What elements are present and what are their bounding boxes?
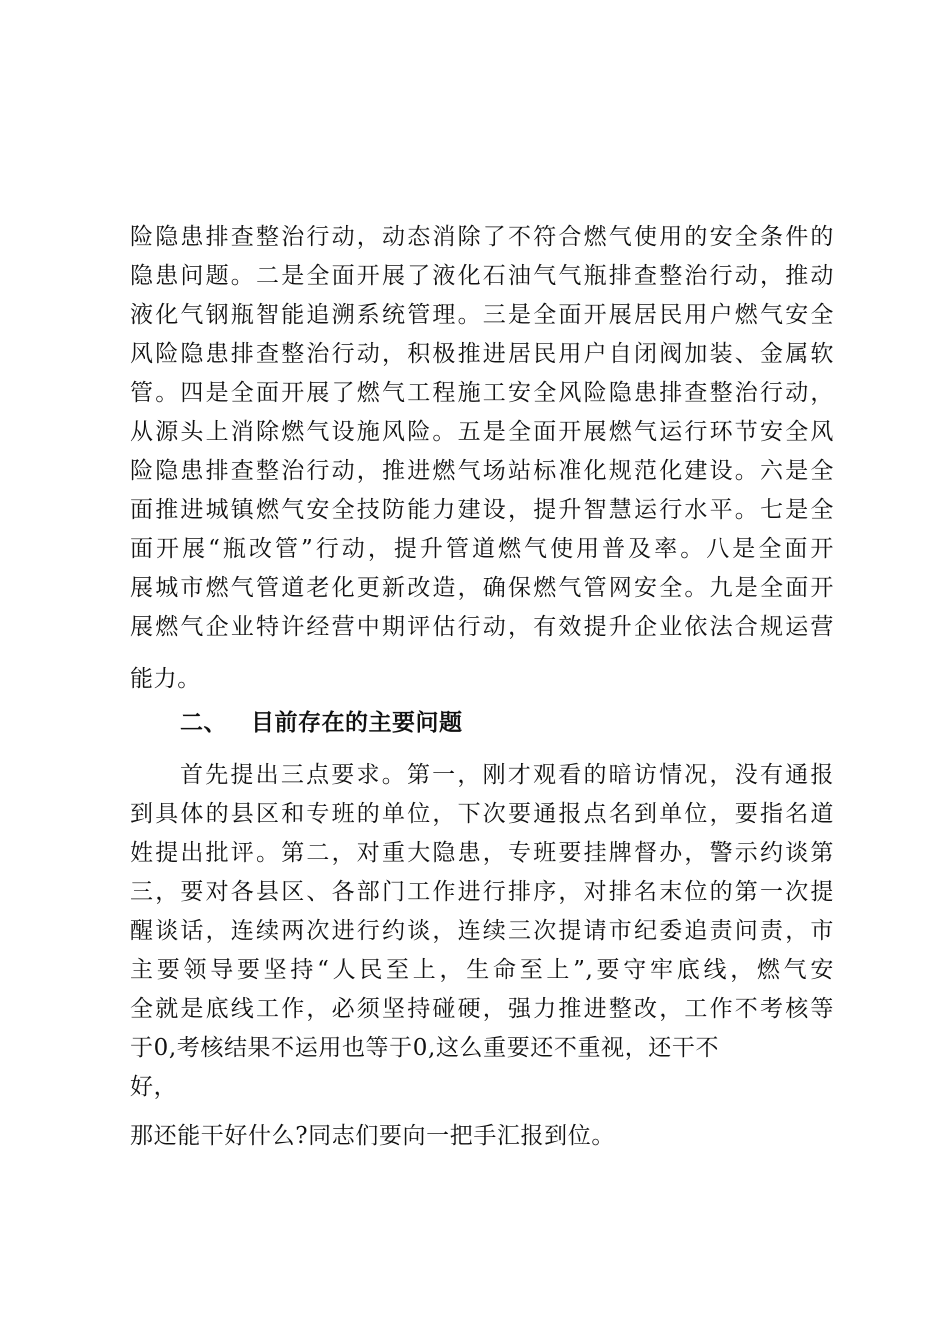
- section-number: 二、: [180, 710, 227, 736]
- section-title: 目前存在的主要问题: [251, 710, 463, 736]
- text-line: 三，要对各县区、各部门工作进行排序，对排名末位的第一次提: [130, 879, 834, 905]
- text-line: 从源头上消除燃气设施风险。五是全面开展燃气运行环节安全风: [130, 419, 834, 445]
- paragraph-closing: [130, 1117, 834, 1156]
- section-heading: [180, 705, 463, 741]
- text-line: 那还能干好什么?同志们要向一把手汇报到位。: [130, 1123, 615, 1149]
- text-line: 展燃气企业特许经营中期评估行动，有效提升企业依法合规运营: [130, 614, 834, 640]
- text-line: 隐患问题。二是全面开展了液化石油气气瓶排查整治行动，推动: [130, 263, 834, 289]
- text-line: 面推进城镇燃气安全技防能力建设，提升智慧运行水平。七是全: [130, 497, 834, 523]
- text-line: 首先提出三点要求。第一，刚才观看的暗访情况，没有通报: [180, 762, 834, 788]
- paragraph-progress-summary-tail: [130, 660, 834, 699]
- text-line: 风险隐患排查整治行动，积极推进居民用户自闭阀加装、金属软: [130, 341, 834, 367]
- text-line: 于0,考核结果不运用也等于0,这么重要还不重视，还干不: [130, 1035, 720, 1061]
- paragraph-requirements: [130, 756, 834, 1107]
- text-line: 好，: [130, 1074, 178, 1100]
- text-line: 到具体的县区和专班的单位，下次要通报点名到单位，要指名道: [130, 801, 834, 827]
- text-line: 全就是底线工作，必须坚持碰硬，强力推进整改，工作不考核等: [130, 996, 834, 1022]
- text-line: 险隐患排查整治行动，推进燃气场站标准化规范化建设。六是全: [130, 458, 834, 484]
- text-line: 液化气钢瓶智能追溯系统管理。三是全面开展居民用户燃气安全: [130, 302, 834, 328]
- text-line: 展城市燃气管道老化更新改造，确保燃气管网安全。九是全面开: [130, 575, 834, 601]
- text-line: 主要领导要坚持“人民至上，生命至上”,要守牢底线，燃气安: [130, 957, 834, 983]
- text-line: 醒谈话，连续两次进行约谈，连续三次提请市纪委追责问责，市: [130, 918, 834, 944]
- text-line: 能力。: [130, 666, 201, 692]
- text-line: 姓提出批评。第二，对重大隐患，专班要挂牌督办，警示约谈第: [130, 840, 834, 866]
- text-line: 险隐患排查整治行动，动态消除了不符合燃气使用的安全条件的: [130, 224, 834, 250]
- text-line: 管。四是全面开展了燃气工程施工安全风险隐患排查整治行动，: [130, 380, 834, 406]
- text-line: 面开展“瓶改管”行动，提升管道燃气使用普及率。八是全面开: [130, 536, 834, 562]
- paragraph-progress-summary: [130, 218, 834, 647]
